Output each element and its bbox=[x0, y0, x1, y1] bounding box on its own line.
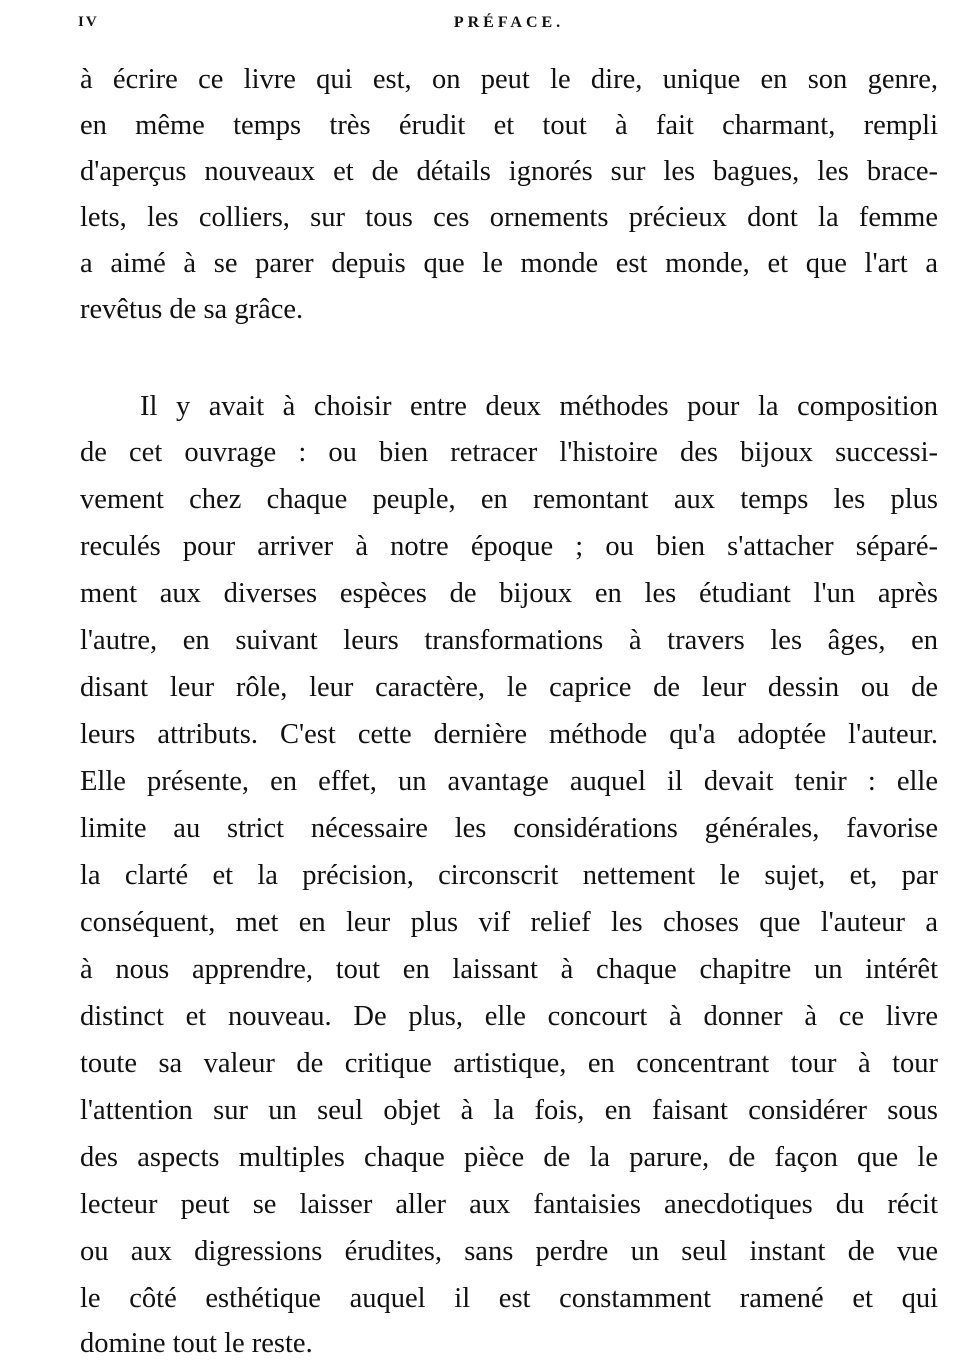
text-line: en même temps très érudit et tout à fait charmant, rempli bbox=[80, 110, 938, 141]
text-line: à écrire ce livre qui est, on peut le dire, unique en son genre, bbox=[80, 64, 938, 95]
text-line: Il y avait à choisir entre deux méthodes pour la composition bbox=[140, 391, 938, 422]
text-line: leurs attributs. C'est cette dernière méthode qu'a adoptée l'auteur. bbox=[80, 719, 938, 750]
text-line: l'attention sur un seul objet à la fois, en faisant considérer sous bbox=[80, 1095, 938, 1126]
text-line: reculés pour arriver à notre époque ; ou bien s'attacher séparé- bbox=[80, 531, 938, 562]
text-line: le côté esthétique auquel il est constamment ramené et qui bbox=[80, 1283, 938, 1314]
text-line: vement chez chaque peuple, en remontant aux temps les plus bbox=[80, 484, 938, 515]
text-line: domine tout le reste. bbox=[80, 1328, 313, 1359]
text-line: d'aperçus nouveaux et de détails ignorés sur les bagues, les brace- bbox=[80, 156, 938, 187]
text-line: lecteur peut se laisser aller aux fantaisies anecdotiques du récit bbox=[80, 1189, 938, 1220]
page-number: IV bbox=[78, 14, 99, 30]
text-line: l'autre, en suivant leurs transformations à travers les âges, en bbox=[80, 625, 938, 656]
text-line: toute sa valeur de critique artistique, en concentrant tour à tour bbox=[80, 1048, 938, 1079]
text-line: à nous apprendre, tout en laissant à chaque chapitre un intérêt bbox=[80, 954, 938, 985]
text-line: ment aux diverses espèces de bijoux en les étudiant l'un après bbox=[80, 578, 938, 609]
running-title: PRÉFACE. bbox=[453, 14, 565, 31]
text-line: lets, les colliers, sur tous ces ornements précieux dont la femme bbox=[80, 202, 938, 233]
text-line: disant leur rôle, leur caractère, le caprice de leur dessin ou de bbox=[80, 672, 938, 703]
text-line: conséquent, met en leur plus vif relief les choses que l'auteur a bbox=[80, 907, 938, 938]
running-head bbox=[78, 8, 940, 38]
text-line: la clarté et la précision, circonscrit nettement le sujet, et, par bbox=[80, 860, 938, 891]
text-line: ou aux digressions érudites, sans perdre un seul instant de vue bbox=[80, 1236, 938, 1267]
text-line: distinct et nouveau. De plus, elle concourt à donner à ce livre bbox=[80, 1001, 938, 1032]
text-line: Elle présente, en effet, un avantage auquel il devait tenir : elle bbox=[80, 766, 938, 797]
text-line: des aspects multiples chaque pièce de la parure, de façon que le bbox=[80, 1142, 938, 1173]
text-line: a aimé à se parer depuis que le monde est monde, et que l'art a bbox=[80, 248, 938, 279]
text-line: de cet ouvrage : ou bien retracer l'histoire des bijoux successi- bbox=[80, 437, 938, 468]
text-line: limite au strict nécessaire les considérations générales, favorise bbox=[80, 813, 938, 844]
text-line: revêtus de sa grâce. bbox=[80, 294, 304, 325]
